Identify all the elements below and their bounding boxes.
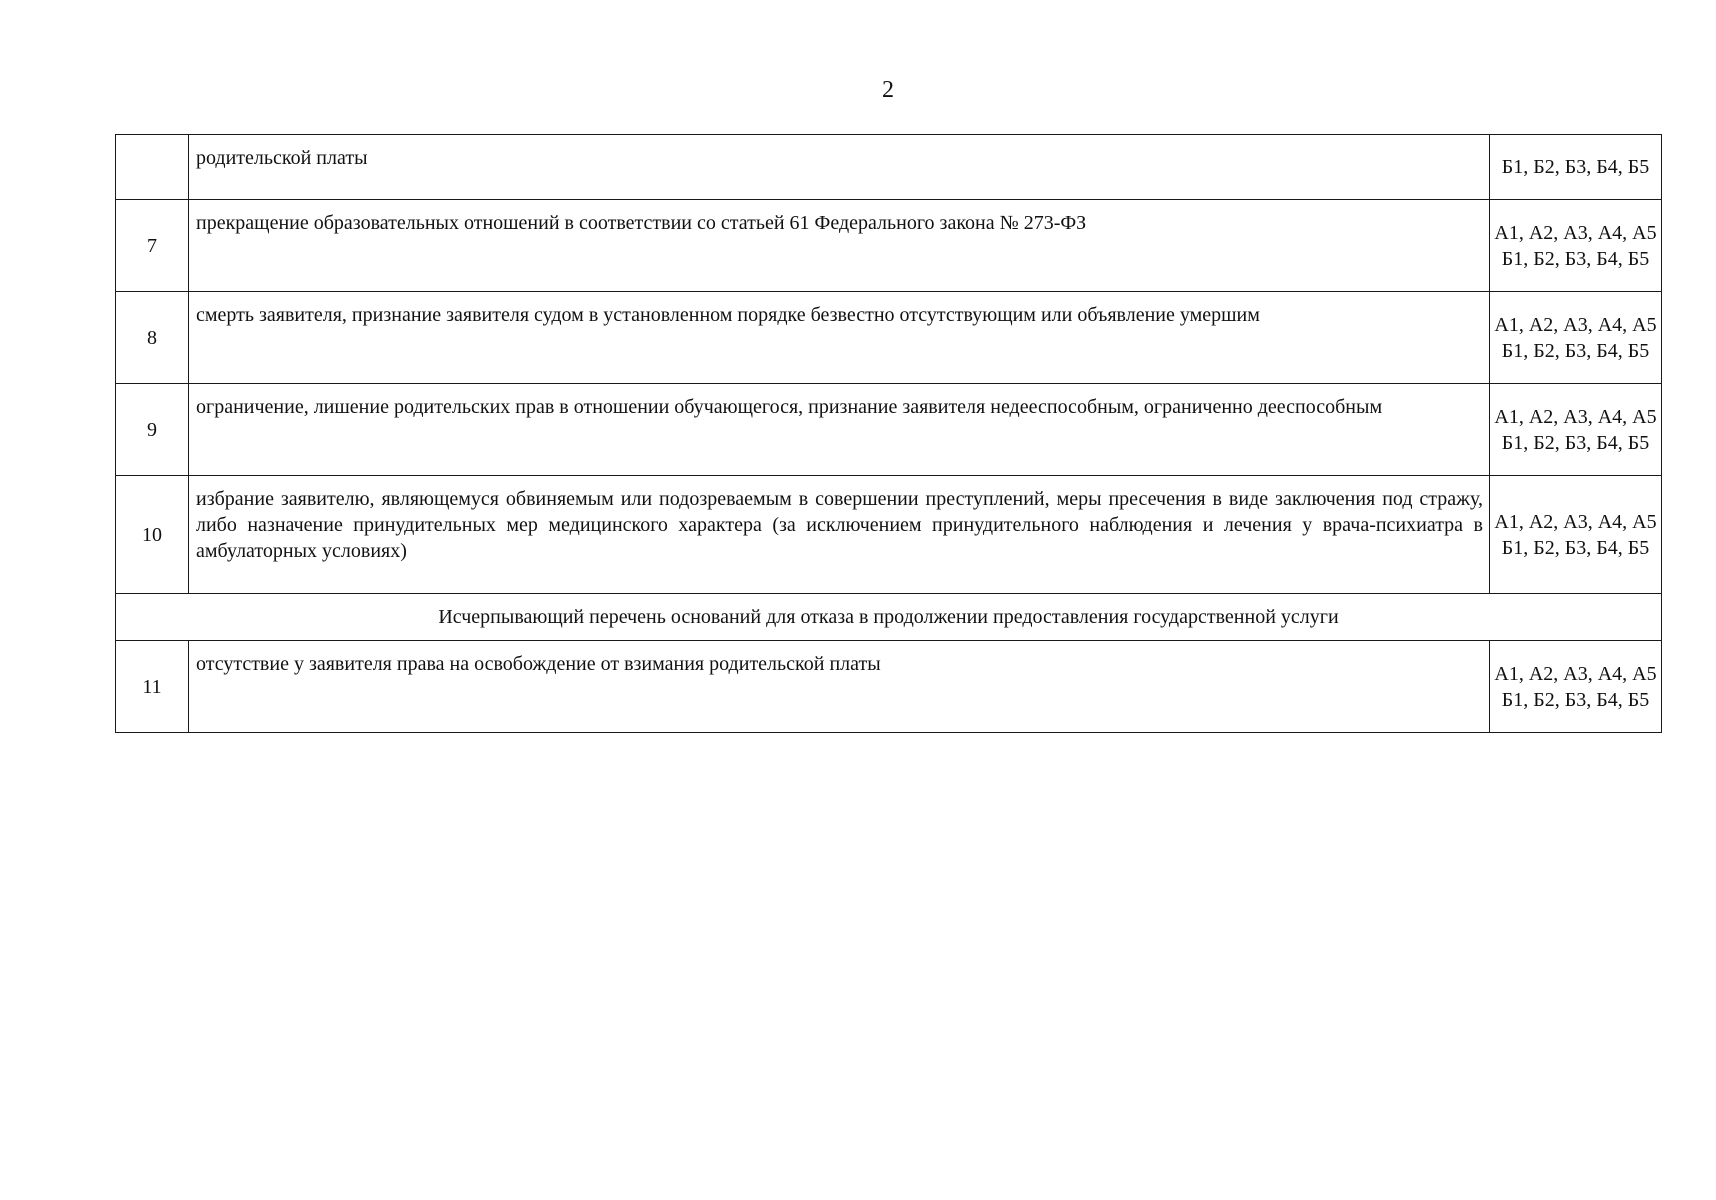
row-codes	[1490, 292, 1662, 384]
table-row	[116, 384, 1662, 476]
row-text: родительской платы	[189, 135, 1490, 200]
row-number: 10	[116, 476, 189, 594]
row-text: смерть заявителя, признание заявителя судом в установленном порядке безвестно отсутствующим или объявление умершим	[189, 292, 1490, 384]
codes-line: Б1, Б2, Б3, Б4, Б5	[1501, 536, 1650, 559]
table-row	[116, 292, 1662, 384]
row-number: 8	[116, 292, 189, 384]
row-number	[116, 135, 189, 200]
row-number: 11	[116, 641, 189, 733]
row-codes	[1490, 384, 1662, 476]
codes-line: Б1, Б2, Б3, Б4, Б5	[1501, 247, 1650, 270]
row-codes	[1490, 641, 1662, 733]
table-row	[116, 476, 1662, 594]
row-number: 7	[116, 200, 189, 292]
codes-line: Б1, Б2, Б3, Б4, Б5	[1501, 339, 1650, 362]
section-heading: Исчерпывающий перечень оснований для отказа в продолжении предоставления государственной услуги	[116, 594, 1662, 641]
table-row	[116, 135, 1662, 200]
row-text: прекращение образовательных отношений в соответствии со статьей 61 Федерального закона № 273-ФЗ	[189, 200, 1490, 292]
codes-line: А1, А2, А3, А4, А5	[1494, 405, 1657, 428]
table-row	[116, 641, 1662, 733]
codes-line: А1, А2, А3, А4, А5	[1494, 662, 1657, 685]
grounds-table	[115, 134, 1662, 733]
page-number: 2	[882, 77, 894, 103]
row-codes	[1490, 476, 1662, 594]
codes-line: Б1, Б2, Б3, Б4, Б5	[1501, 688, 1650, 711]
row-codes	[1490, 200, 1662, 292]
row-text: отсутствие у заявителя права на освобождение от взимания родительской платы	[189, 641, 1490, 733]
codes-line: Б1, Б2, Б3, Б4, Б5	[1501, 431, 1650, 454]
codes-line: Б1, Б2, Б3, Б4, Б5	[1501, 156, 1650, 178]
row-text: ограничение, лишение родительских прав в отношении обучающегося, признание заявителя недееспособным, ограниченно дееспособным	[189, 384, 1490, 476]
row-number: 9	[116, 384, 189, 476]
row-codes	[1490, 135, 1662, 200]
table-row	[116, 200, 1662, 292]
codes-line: А1, А2, А3, А4, А5	[1494, 510, 1657, 533]
codes-line: А1, А2, А3, А4, А5	[1494, 221, 1657, 244]
codes-line: А1, А2, А3, А4, А5	[1494, 313, 1657, 336]
row-text: избрание заявителю, являющемуся обвиняемым или подозреваемым в совершении преступлений, меры пресечения в виде заключения под стражу, либо назначение принудительных мер медицинского характера (за исключением принудительного наблюдения и лечения у врача-психиатра в амбулаторных условиях)	[189, 476, 1490, 594]
section-heading-row	[116, 594, 1662, 641]
